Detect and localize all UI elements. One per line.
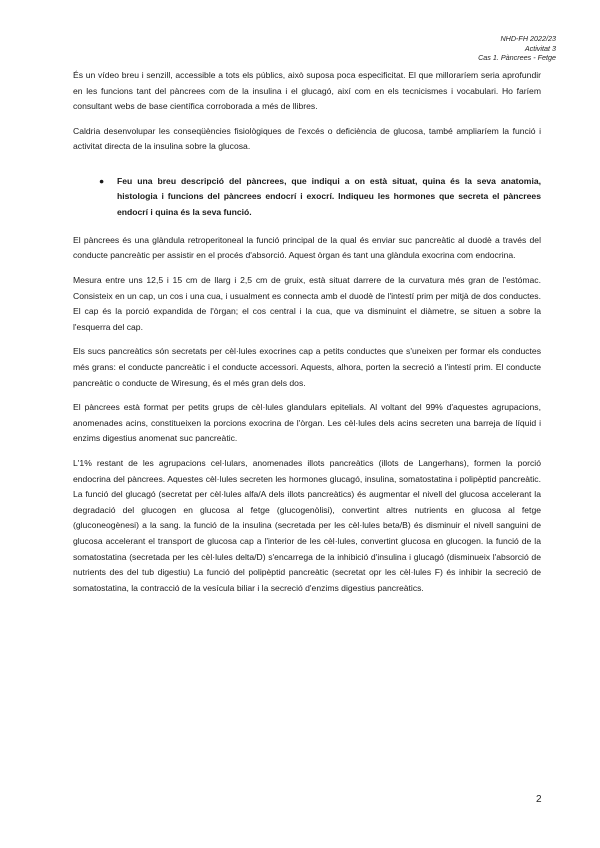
intro-paragraph: És un vídeo breu i senzill, accessible a tots els públics, això suposa poca especificitat. El que milloraríem seria aprofundir en les funcions tant del pàncrees com de la insulina i el glucagó, així com en els tecnicismes i vocabulari. Ho faríem consultant webs de base científica corroborada a més de llibres. — [73, 70, 541, 112]
bullet-icon: ● — [99, 175, 105, 186]
body-paragraph: L'1% restant de les agrupacions cel·lulars, anomenades illots pancreàtics (illots de Langerhans), formen la porció endocrina del pàncrees. Aquestes cèl·lules secreten les hormones glucagó, insulina, somatostatina i polipèptid pancreàtic. La funció del glucagó (secretat per cèl·lules alfa/A dels illots pancreàtics) és augmentar el nivell del glucosa accelerant la degradació del glucogen en glucosa al fetge (glucogenòlisi), convertint altres nutrients en glucosa al fetge (gluconeogènesi) a la sang. la funció de la insulina (secretada per les cèl·lules beta/B) és disminuir el nivell sanguini de glucosa accelerant el transport de glucosa cap a l'interior de les cèl·lules, convertint glucosa en glucogen. la funció de la somatostatina (secretada per les cèl·lules delta/D) s'encarrega de la inhibició d'insulina i glucagó (disminueix l'absorció de nutrients des del tub digestiu) La funció del polipèptid pancreàtic (secretat opr les cèl·lules F) és inhibir la secreció de somatostatina, la contracció de la vesícula biliar i la secreció d'enzims digestius pancreàtics. — [73, 457, 541, 593]
page-header — [478, 34, 556, 63]
body-paragraph: Els sucs pancreàtics són secretats per cèl·lules exocrines cap a petits conductes que s'uneixen per formar els conductes més grans: el conducte pancreàtic i el conducte accessori. Aquests, alhora, porten la secreció a l'intestí prim. El conducte pancreàtic o conducte de Wiresung, és el més gran dels dos. — [73, 346, 541, 388]
header-case: Cas 1. Pàncrees - Fetge — [478, 53, 556, 63]
body-paragraph: El pàncrees és una glàndula retroperitoneal la funció principal de la qual és enviar suc pancreàtic al duodè a través del conducte pancreàtic per assistir en el procés d'absorció. Aquest òrgan és tant una glàndula exocrina com endocrina. — [73, 234, 541, 261]
intro-paragraph: Caldria desenvolupar les conseqüències fisiològiques de l'excés o deficiència de glucosa, també ampliaríem la funció i activitat directa de la insulina sobre la glucosa. — [73, 125, 541, 152]
question-text: Feu una breu descripció del pàncrees, que indiqui a on està situat, quina és la seva anatomia, histologia i funcions del pàncrees endocrí i exocrí. Indiqueu les hormones que secreta el pàncrees endocrí i quina és la seva funció. — [117, 175, 541, 217]
header-activity: Activitat 3 — [524, 43, 556, 53]
document-body — [73, 68, 541, 605]
body-paragraph: El pàncrees està format per petits grups de cèl·lules glandulars epitelials. Al voltant del 99% d'aquestes agrupacions, anomenades acins, constitueixen la porcions exocrina de l'òrgan. Les cèl·lules dels acins secreten una barreja de líquid i enzims digestius anomenat suc pancreàtic. — [73, 402, 541, 444]
question-bullet — [73, 174, 541, 220]
header-course: NHD-FH 2022/23 — [500, 34, 556, 43]
body-paragraph: Mesura entre uns 12,5 i 15 cm de llarg i 2,5 cm de gruix, està situat darrere de la curvatura més gran de l'estómac. Consisteix en un cap, un cos i una cua, i usualment es connecta amb el duodè de l'intestí prim per mitjà de dos conductes. El cap és la porció expandida de l'òrgan; el cos central i la cua, que va disminuint el diàmetre, se situen a sobre la l'esquerra del cap. — [73, 275, 541, 332]
page-number: 2 — [536, 794, 542, 805]
